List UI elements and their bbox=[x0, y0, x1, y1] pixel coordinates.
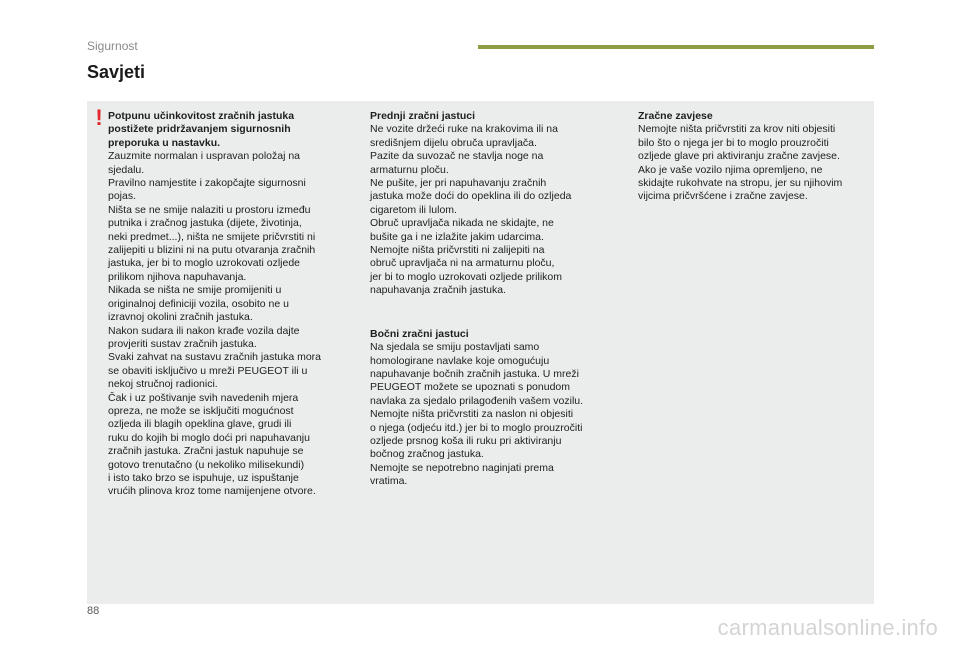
side-airbags-body: Na sjedala se smiju postavljati samo homologirane navlake koje omogućuju napuhavanje bočnih zračnih jastuka. U mreži PEUGEOT možete se upoznati s ponudom navlaka za sjedalo prilagođenih vašem vozilu. Nemojte ništa pričvrstiti za naslon ni objesiti o njega (odjeću itd.) jer bi to moglo prouzročiti ozljede prsnog koša ili ruku pri aktiviranju bočnog zračnog jastuka. Nemojte se nepotrebno naginjati prema vratima. bbox=[370, 341, 584, 488]
front-airbags-heading: Prednji zračni jastuci bbox=[370, 110, 476, 122]
general-body: Zauzmite normalan i uspravan položaj na sjedalu. Pravilno namjestite i zakopčajte sigurnosni pojas. Ništa se ne smije nalaziti u prostoru između putnika i zračnog jastuka (dijete, životinja, neki predmet...), ništa ne smijete pričvrstiti ni zalijepiti u blizini ni na putu otvaranja zračnih jastuka, jer bi to moglo uzrokovati ozljede prilikom njihova napuhavanja. Nikada se ništa ne smije promijeniti u originalnoj definiciji vozila, osobito ne u izravnoj okolini zračnih jastuka. Nakon sudara ili nakon krađe vozila dajte provjeriti sustav zračnih jastuka. Svaki zahvat na sustavu zračnih jastuka mora se obaviti isključivo u mreži PEUGEOT ili u nekoj stručnoj radionici. Čak i uz poštivanje svih navedenih mjera opreza, ne može se isključiti mogućnost ozljeda ili blagih opeklina glave, grudi ili ruku do kojih bi moglo doći pri napuhavanju zračnih jastuka. Zračni jastuk napuhuje se gotovo trenutačno (u nekoliko milisekundi) i isto tako brzo se ispuhuje, uz ispuštanje vrućih plinova kroz tome namijenjene otvore. bbox=[108, 150, 322, 498]
side-airbags-heading: Bočni zračni jastuci bbox=[370, 327, 469, 340]
section-header: Sigurnost bbox=[87, 39, 138, 53]
front-airbags-body: Ne vozite držeći ruke na krakovima ili na središnjem dijelu obruča upravljača. Pazite da suvozač ne stavlja noge na armaturnu ploču. Ne pušite, jer pri napuhavanju zračnih jastuka može doći do opeklina ili do ozljeda cigaretom ili lulom. Obruč upravljača nikada ne skidajte, ne bušite ga i ne izlažite jakim udarcima. Nemojte ništa pričvrstiti ni zalijepiti na obruč upravljača ni na armaturnu ploču, jer bi to moglo uzrokovati ozljede prilikom napuhavanja zračnih jastuka. bbox=[370, 123, 572, 297]
column-airbags bbox=[370, 110, 626, 489]
curtain-airbags-heading: Zračne zavjese bbox=[638, 110, 713, 122]
page-title: Savjeti bbox=[87, 62, 146, 82]
spacer bbox=[370, 298, 626, 328]
column-curtains bbox=[638, 110, 872, 204]
watermark: carmanualsonline.info bbox=[717, 615, 938, 640]
header-rule bbox=[478, 45, 874, 49]
column-general bbox=[108, 110, 358, 499]
warning-icon: ! bbox=[95, 105, 103, 130]
curtain-airbags-body: Nemojte ništa pričvrstiti za krov niti objesiti bilo što o njega jer bi to moglo prouzročiti ozljede glave pri aktiviranju zračne zavjese. Ako je vaše vozilo njima opremljeno, ne skidajte rukohvate na stropu, jer su njihovim vijcima pričvršćene i zračne zavjese. bbox=[638, 123, 843, 203]
general-heading: Potpunu učinkovitost zračnih jastuka postižete pridržavanjem sigurnosnih preporuka u nastavku. bbox=[108, 110, 295, 149]
page-number: 88 bbox=[87, 605, 100, 617]
